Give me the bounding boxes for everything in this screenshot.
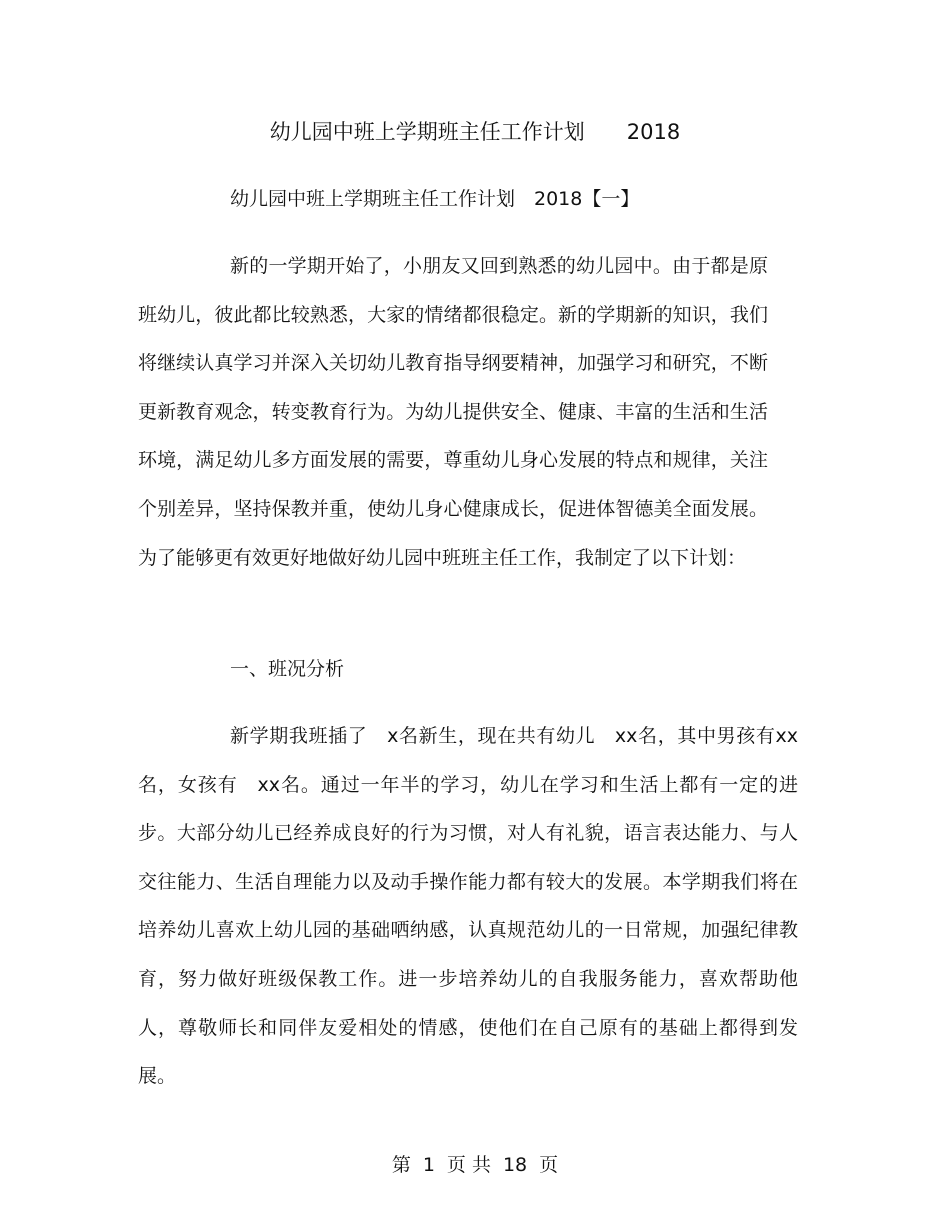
footer-page-number: 1 [422,1154,435,1176]
footer-mid: 页 共 [446,1154,491,1176]
paragraph-class-analysis: 新学期我班插了 x名新生，现在共有幼儿 xx名，其中男孩有xx名，女孩有 xx名。通过一年半的学习，幼儿在学习和生活上都有一定的进步。大部分幼儿已经养成良好的行为习惯，对人有礼貌，语言表达能力、与人交往能力、生活自理能力以及动手操作能力都有较大的发展。本学期我们将在培养幼儿喜欢上幼儿园的基础哂纳感，认真规范幼儿的一日常规，加强纪律教育，努力做好班级保教工作。进一步培养幼儿的自我服务能力，喜欢帮助他人，尊敬师长和同伴友爱相处的情感，使他们在自己原有的基础上都得到发展。 [138,725,798,1088]
footer-prefix: 第 [391,1154,411,1176]
section-heading: 一、班况分析 [230,658,345,680]
document-subtitle: 幼儿园中班上学期班主任工作计划 2018【一】 [230,188,640,210]
footer-total-pages: 18 [502,1154,528,1176]
footer-suffix: 页 [539,1154,559,1176]
document-title: 幼儿园中班上学期班主任工作计划 2018 [269,120,681,144]
page-footer [0,1150,950,1177]
paragraph-intro: 新的一学期开始了，小朋友又回到熟悉的幼儿园中。由于都是原班幼儿，彼此都比较熟悉，大家的情绪都很稳定。新的学期新的知识，我们将继续认真学习并深入关切幼儿教育指导纲要精神，加强学习和研究，不断更新教育观念，转变教育行为。为幼儿提供安全、健康、丰富的生活和生活环境，满足幼儿多方面发展的需要，尊重幼儿身心发展的特点和规律，关注个别差异，坚持保教并重，使幼儿身心健康成长，促进体智德美全面发展。为了能够更有效更好地做好幼儿园中班班主任工作，我制定了以下计划： [138,255,768,569]
